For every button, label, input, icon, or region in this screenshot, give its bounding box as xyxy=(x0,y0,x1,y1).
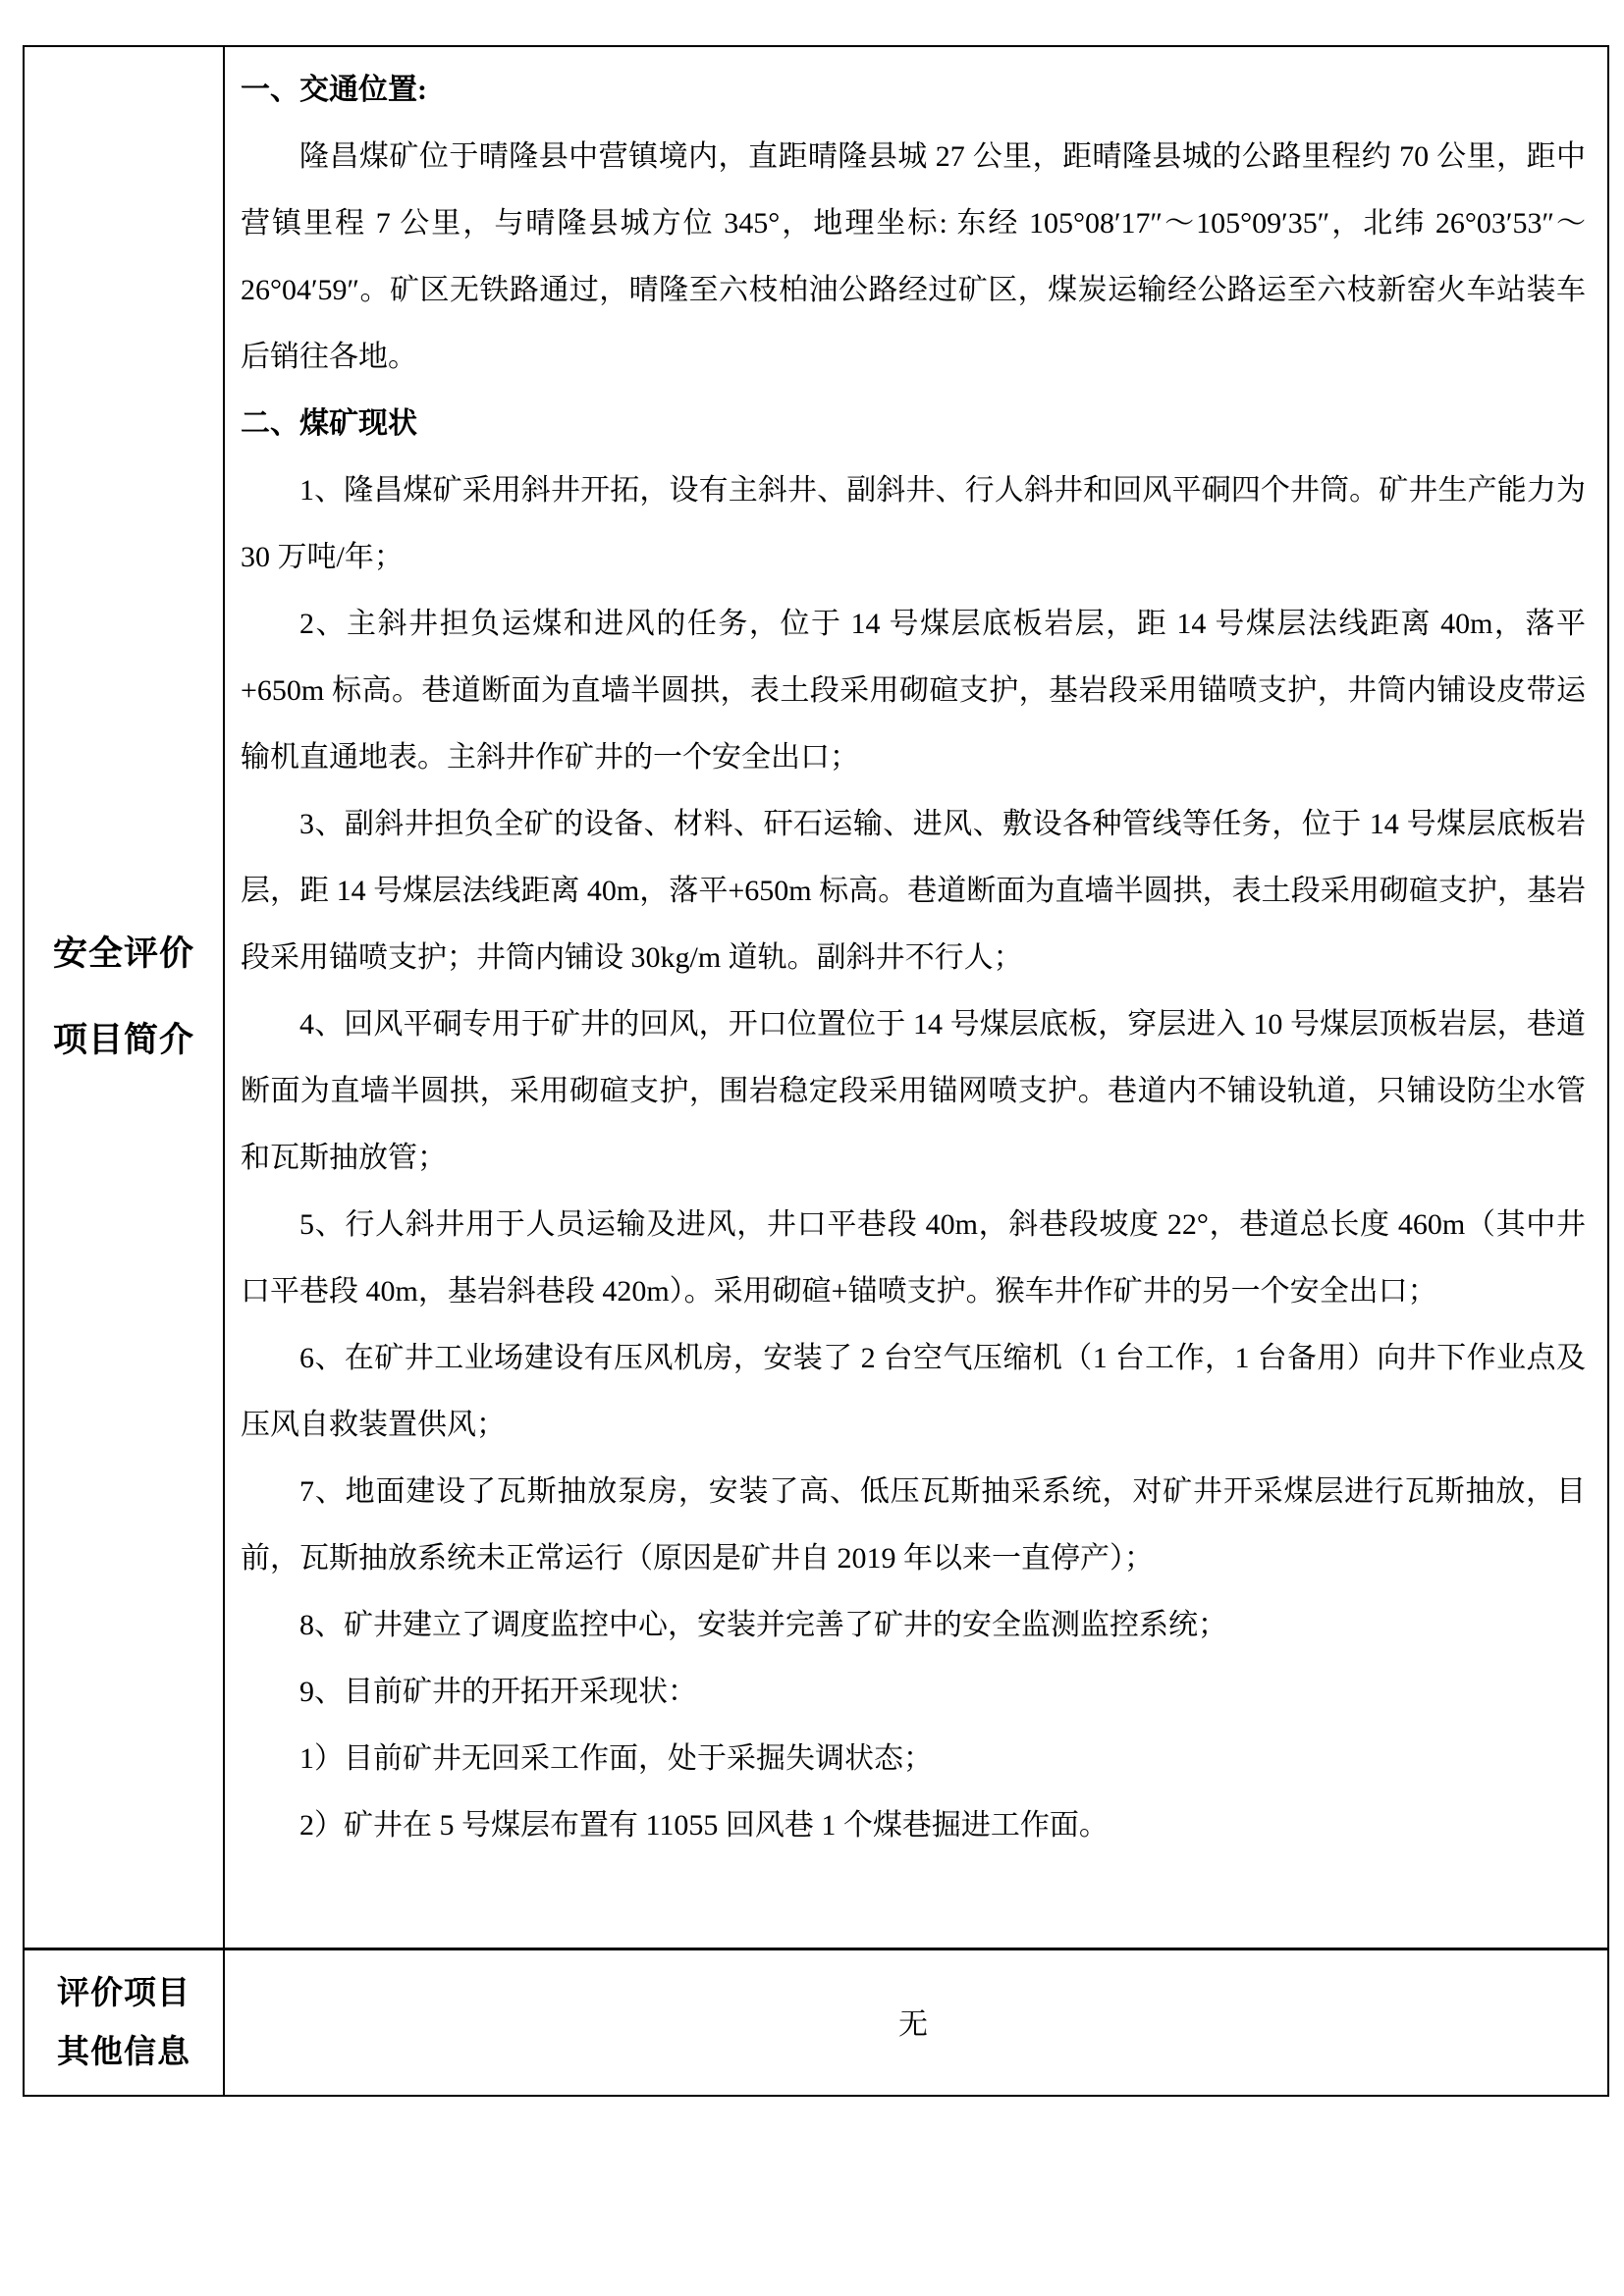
traffic-location-paragraph: 隆昌煤矿位于晴隆县中营镇境内，直距晴隆县城 27 公里，距晴隆县城的公路里程约 70 公里，距中营镇里程 7 公里，与晴隆县城方位 345°，地理坐标: 东经 105°08′17″～105°09′35″，北纬 26°03′53″～26°04′59″。矿区无铁路通过，晴隆至六枝柏油公路经过矿区，煤炭运输经公路运至六枝新窑火车站装车后销往各地。 xyxy=(241,140,1586,373)
project-intro-label-line-2: 项目简介 xyxy=(52,1021,194,1059)
project-intro-content-cell xyxy=(224,46,1608,1949)
table-row xyxy=(24,1949,1608,2097)
mine-status-item-7: 7、地面建设了瓦斯抽放泵房，安装了高、低压瓦斯抽采系统，对矿井开采煤层进行瓦斯抽放，目前，瓦斯抽放系统未正常运行（原因是矿井自 2019 年以来一直停产）； xyxy=(241,1475,1586,1575)
other-info-label-line-2: 其他信息 xyxy=(57,2034,190,2070)
project-intro-label-line-1: 安全评价 xyxy=(52,934,194,973)
mine-status-item-2: 2、主斜井担负运煤和进风的任务，位于 14 号煤层底板岩层，距 14 号煤层法线距离 40m，落平+650m 标高。巷道断面为直墙半圆拱，表土段采用砌碹支护，基岩段采用锚喷支护，井筒内铺设皮带运输机直通地表。主斜井作矿井的一个安全出口； xyxy=(241,608,1586,774)
mine-status-item-6: 6、在矿井工业场建设有压风机房，安装了 2 台空气压缩机（1 台工作，1 台备用）向井下作业点及压风自救装置供风； xyxy=(241,1342,1586,1441)
table-row xyxy=(24,46,1608,1949)
mine-status-item-1: 1、隆昌煤矿采用斜井开拓，设有主斜井、副斜井、行人斜井和回风平硐四个井筒。矿井生产能力为 30 万吨/年； xyxy=(241,474,1586,573)
mine-status-heading: 二、煤矿现状 xyxy=(241,407,417,440)
mine-status-item-9: 9、目前矿井的开拓开采现状： xyxy=(299,1676,697,1708)
mine-status-subitem-2: 2）矿井在 5 号煤层布置有 11055 回风巷 1 个煤巷掘进工作面。 xyxy=(299,1809,1109,1842)
evaluation-info-table xyxy=(23,45,1609,2097)
project-intro-row-label xyxy=(24,46,224,1949)
mine-status-item-3: 3、副斜井担负全矿的设备、材料、矸石运输、进风、敷设各种管线等任务，位于 14 号煤层底板岩层，距 14 号煤层法线距离 40m，落平+650m 标高。巷道断面为直墙半圆拱，表土段采用砌碹支护，基岩段采用锚喷支护；井筒内铺设 30kg/m 道轨。副斜井不行人； xyxy=(241,808,1586,974)
mine-status-item-8: 8、矿井建立了调度监控中心，安装并完善了矿井的安全监测监控系统； xyxy=(299,1609,1227,1641)
traffic-location-heading: 一、交通位置: xyxy=(241,74,427,106)
mine-status-subitem-1: 1）目前矿井无回采工作面，处于采掘失调状态； xyxy=(299,1742,933,1775)
other-info-row-label xyxy=(24,1949,224,2097)
mine-status-item-5: 5、行人斜井用于人员运输及进风，井口平巷段 40m，斜巷段坡度 22°，巷道总长度 460m（其中井口平巷段 40m，基岩斜巷段 420m）。采用砌碹+锚喷支护。猴车井作矿井的另一个安全出口； xyxy=(241,1208,1586,1308)
mine-status-item-4: 4、回风平硐专用于矿井的回风，开口位置位于 14 号煤层底板，穿层进入 10 号煤层顶板岩层，巷道断面为直墙半圆拱，采用砌碹支护，围岩稳定段采用锚网喷支护。巷道内不铺设轨道，只铺设防尘水管和瓦斯抽放管； xyxy=(241,1008,1586,1174)
other-info-value: 无 xyxy=(224,1949,1608,2097)
other-info-label-line-1: 评价项目 xyxy=(57,1975,190,2011)
